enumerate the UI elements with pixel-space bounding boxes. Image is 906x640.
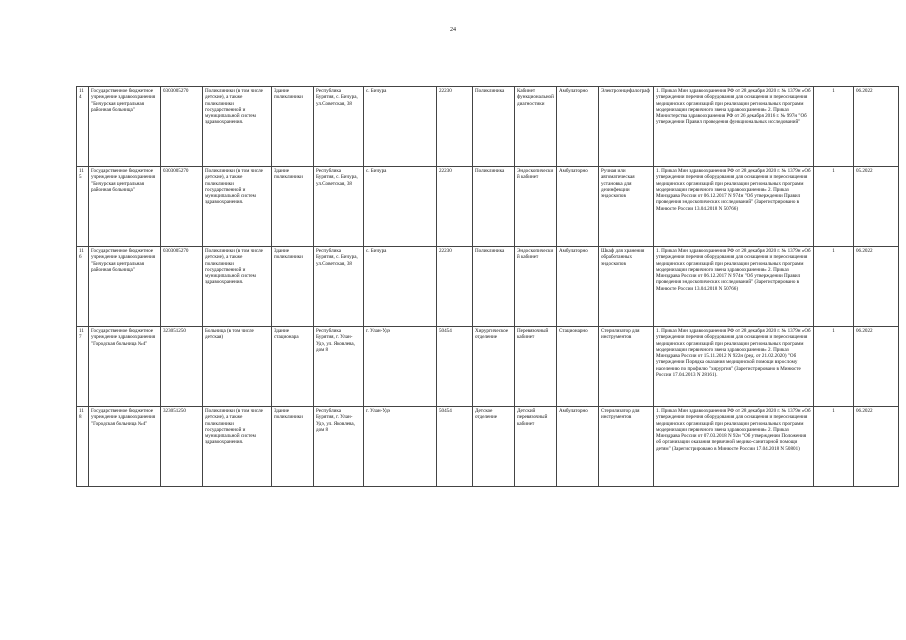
legal-basis: 1. Приказ Мин здравоохранения РФ от 28 декабря 2020 г. № 1379н «Об утверждении перечня оборудования для оснащения и переоснащения медицинских организаций при реализации региональных программ модернизации первичного звена здравоохранения» 2. Приказ Минздрава России от 06.12.2017 N 974н "Об утверждении Правил проведения эндоскопических исследований" (Зарегистрировано в Минюсте России 13.04.2018 N 50766) (654, 247, 814, 327)
building: Здание поликлиники (272, 407, 314, 487)
organization-code: 0303005270 (161, 167, 203, 247)
organization-name: Государственное бюджетное учреждение здравоохранения "Городская больница №4" (89, 407, 161, 487)
facility-type: Поликлиники (в том числе детские), а также поликлиники государственной и муниципальной систем здравоохранения. (203, 247, 272, 327)
unit: Поликлиника (473, 87, 515, 167)
facility-type: Поликлиники (в том числе детские), а также поликлиники государственной и муниципальной систем здравоохранения. (203, 87, 272, 167)
locality: г. Улан-Удэ (364, 407, 437, 487)
care-form: Стационарно (557, 327, 599, 407)
care-form: Амбулаторно (557, 167, 599, 247)
unit: Хирургическое отделение (473, 327, 515, 407)
zip-code: 22230 (437, 87, 473, 167)
organization-name: Государственное бюджетное учреждение здравоохранения "Бичурская центральная районная больница" (89, 167, 161, 247)
quantity: 1 (814, 247, 854, 327)
quantity: 1 (814, 327, 854, 407)
quantity: 1 (814, 407, 854, 487)
zip-code: 22230 (437, 247, 473, 327)
address: Республика Бурятия, г. Улан-Удэ, ул. Яковлева, дом 8 (314, 407, 364, 487)
organization-code: 0303005270 (161, 87, 203, 167)
address: Республика Бурятия, с. Бичура, ул.Советская, 38 (314, 247, 364, 327)
date: 05.2022 (854, 167, 899, 247)
address: Республика Бурятия, г. Улан-Удэ, ул. Яковлева, дом 8 (314, 327, 364, 407)
date: 06.2022 (854, 407, 899, 487)
building: Здание поликлиники (272, 247, 314, 327)
row-number: 114 (77, 87, 89, 167)
locality: с. Бичура (364, 247, 437, 327)
equipment: Ручная или автоматическая установка для дезинфекции эндоскопов (599, 167, 654, 247)
zip-code: 22230 (437, 167, 473, 247)
unit: Поликлиника (473, 247, 515, 327)
legal-basis: 1. Приказ Мин здравоохранения РФ от 28 декабря 2020 г. № 1379н «Об утверждении перечня оборудования для оснащения и переоснащения медицинских организаций при реализации региональных программ модернизации первичного звена здравоохранения» 2. Приказ Минздрава России от 07.03.2018 N 92н "Об утверждении Положения об организации оказания первичной медико-санитарной помощи детям" (Зарегистрировано в Минюсте России 17.04.2018 N 50801) (654, 407, 814, 487)
table-row (77, 407, 899, 487)
date: 06.2022 (854, 87, 899, 167)
table-row (77, 247, 899, 327)
room: Кабинет функциональной диагностики (515, 87, 557, 167)
organization-code: 323051250 (161, 407, 203, 487)
room: Перевязочный кабинет (515, 327, 557, 407)
legal-basis: 1. Приказ Мин здравоохранения РФ от 28 декабря 2020 г. № 1379н «Об утверждении перечня оборудования для оснащения и переоснащения медицинских организаций при реализации региональных программ модернизации первичного звена здравоохранения» 2. Приказ Минздрава России от 06.12.2017 N 974н "Об утверждении Правил проведения эндоскопических исследований" (Зарегистрировано в Минюсте России 13.04.2018 N 50766) (654, 167, 814, 247)
address: Республика Бурятия, с. Бичура, ул.Советская, 38 (314, 87, 364, 167)
table-row (77, 87, 899, 167)
facility-type: Поликлиники (в том числе детские), а также поликлиники государственной и муниципальной систем здравоохранения. (203, 167, 272, 247)
legal-basis: 1. Приказ Мин здравоохранения РФ от 28 декабря 2020 г. № 1379н «Об утверждении перечня оборудования для оснащения и переоснащения медицинских организаций при реализации региональных программ модернизации первичного звена здравоохранения» 2. Приказ Министерства здравоохранения РФ от 26 декабря 2016 г. № 997н "Об утверждении Правил проведения функциональных исследований" (654, 87, 814, 167)
building: Здание поликлиники (272, 167, 314, 247)
organization-name: Государственное бюджетное учреждение здравоохранения "Городская больница №4" (89, 327, 161, 407)
row-number: 118 (77, 407, 89, 487)
quantity: 1 (814, 87, 854, 167)
zip-code: 50454 (437, 407, 473, 487)
quantity: 1 (814, 167, 854, 247)
unit: Поликлиника (473, 167, 515, 247)
equipment: Стерилизатор для инструментов (599, 407, 654, 487)
row-number: 117 (77, 327, 89, 407)
page-number: 24 (450, 27, 456, 33)
date: 06.2022 (854, 247, 899, 327)
locality: с. Бичура (364, 87, 437, 167)
zip-code: 50454 (437, 327, 473, 407)
unit: Детское отделение (473, 407, 515, 487)
room: Эндоскопический кабинет (515, 167, 557, 247)
equipment-table (76, 86, 899, 487)
organization-name: Государственное бюджетное учреждение здравоохранения "Бичурская центральная районная больница" (89, 87, 161, 167)
date: 06.2022 (854, 327, 899, 407)
care-form: Амбулаторно (557, 247, 599, 327)
row-number: 116 (77, 247, 89, 327)
locality: с. Бичура (364, 167, 437, 247)
room: Эндоскопический кабинет (515, 247, 557, 327)
address: Республика Бурятия, с. Бичура, ул.Советская, 38 (314, 167, 364, 247)
organization-code: 0303005270 (161, 247, 203, 327)
equipment: Электроэнцефалограф (599, 87, 654, 167)
care-form: Амбулаторно (557, 87, 599, 167)
table-row (77, 167, 899, 247)
facility-type: Больница (в том числе детская) (203, 327, 272, 407)
facility-type: Поликлиники (в том числе детские), а также поликлиники государственной и муниципальной систем здравоохранения. (203, 407, 272, 487)
equipment: Стерилизатор для инструментов (599, 327, 654, 407)
legal-basis: 1. Приказ Мин здравоохранения РФ от 28 декабря 2020 г. № 1379н «Об утверждении перечня оборудования для оснащения и переоснащения медицинских организаций при реализации региональных программ модернизации первичного звена здравоохранения» 2. Приказ Минздрава России от 15.11.2012 N 922н (ред. от 21.02.2020) "Об утверждении Порядка оказания медицинской помощи взрослому населению по профилю "хирургия" (Зарегистрировано в Минюсте России 17.04.2013 N 28161). (654, 327, 814, 407)
organization-code: 323051250 (161, 327, 203, 407)
equipment: Шкаф для хранения обработанных эндоскопов (599, 247, 654, 327)
locality: г. Улан-Удэ (364, 327, 437, 407)
table-row (77, 327, 899, 407)
building: Здание поликлиники (272, 87, 314, 167)
building: Здание стационара (272, 327, 314, 407)
room: Детский перевязочный кабинет (515, 407, 557, 487)
organization-name: Государственное бюджетное учреждение здравоохранения "Бичурская центральная районная больница" (89, 247, 161, 327)
care-form: Амбулаторно (557, 407, 599, 487)
row-number: 115 (77, 167, 89, 247)
